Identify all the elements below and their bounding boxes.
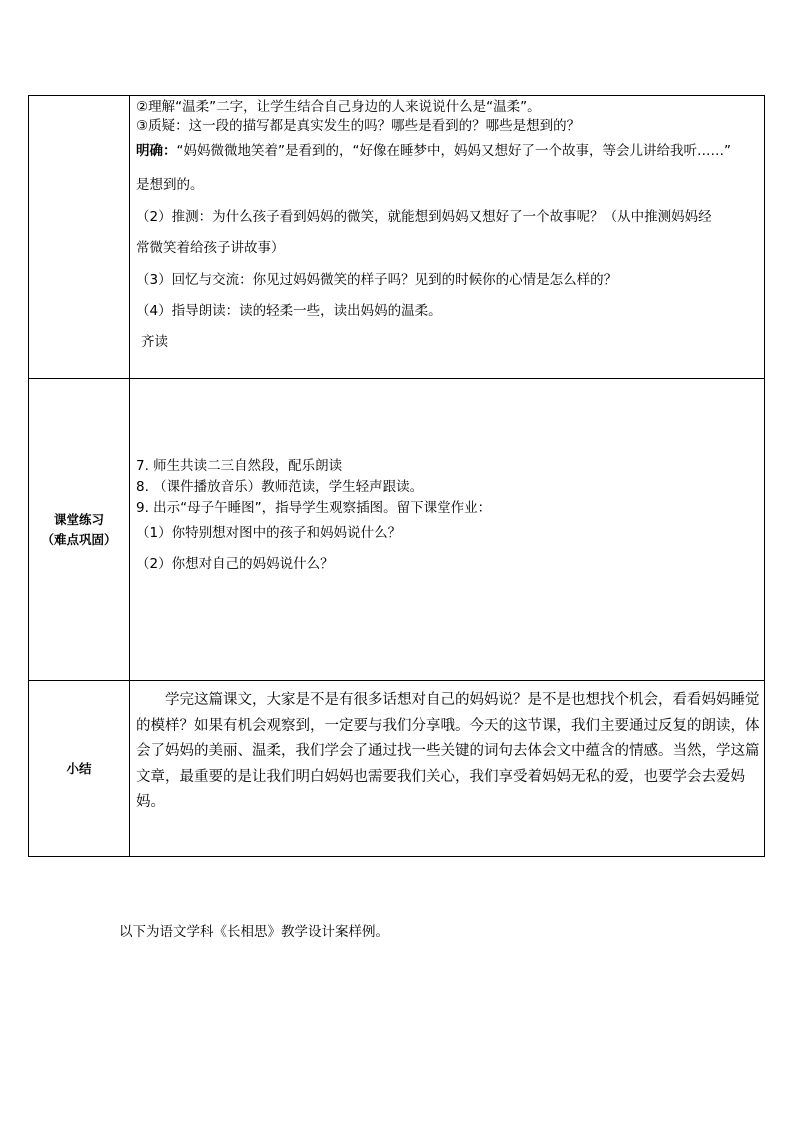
content-line: 是想到的。 xyxy=(136,177,204,193)
row-label: 小结 xyxy=(66,760,92,776)
content-line: 9. 出示“母子午睡图”，指导学生观察插图。留下课堂作业： xyxy=(136,500,492,516)
content-line: 常微笑着给孩子讲故事） xyxy=(136,240,285,256)
row-content-cell xyxy=(130,681,764,856)
content-line-text: “妈妈微微地笑着”是看到的，“好像在睡梦中，妈妈又想好了一个故事，等会儿讲给我听……” xyxy=(176,143,731,159)
row-label: 课堂练习 xyxy=(53,511,104,527)
bold-prefix: 明确： xyxy=(136,143,177,159)
content-line: （1）你特别想对图中的孩子和妈妈说什么？ xyxy=(136,525,402,541)
lesson-plan-table xyxy=(28,95,765,857)
table-row xyxy=(29,96,764,379)
row-label-cell xyxy=(29,96,129,378)
table-row xyxy=(29,681,764,856)
content-line: （2）你想对自己的妈妈说什么？ xyxy=(136,556,334,572)
content-line: 7. 师生共读二三自然段，配乐朗读 xyxy=(136,458,343,474)
row-label-cell xyxy=(29,379,129,680)
row-label-sub: （难点巩固） xyxy=(41,531,117,547)
row-content-cell xyxy=(130,379,764,680)
content-line: ③质疑：这一段的描写都是真实发生的吗？哪些是看到的？哪些是想到的？ xyxy=(136,118,581,134)
footer-note: 以下为语文学科《长相思》教学设计案样例。 xyxy=(119,924,389,940)
row-content-cell xyxy=(130,96,764,378)
content-line: （2）推测：为什么孩子看到妈妈的微笑，就能想到妈妈又想好了一个故事呢？（从中推测妈妈经 xyxy=(136,209,712,225)
content-line: （4）指导朗读：读的轻柔一些，读出妈妈的温柔。 xyxy=(136,303,442,319)
content-line: 齐读 xyxy=(141,334,168,350)
content-line: 8. （课件播放音乐）教师范读，学生轻声跟读。 xyxy=(136,479,424,495)
content-line xyxy=(136,142,731,160)
table-row xyxy=(29,379,764,681)
content-line: ②理解“温柔”二字，让学生结合自己身边的人来说说什么是“温柔”。 xyxy=(136,99,541,115)
content-line: （3）回忆与交流：你见过妈妈微笑的样子吗？见到的时候你的心情是怎么样的？ xyxy=(136,272,618,288)
row-label-cell xyxy=(29,681,129,856)
summary-paragraph: 学完这篇课文，大家是不是有很多话想对自己的妈妈说？是不是也想找个机会，看看妈妈睡觉的模样？如果有机会观察到，一定要与我们分享哦。今天的这节课，我们主要通过反复的朗读，体会了妈妈的美丽、温柔，我们学会了通过找一些关键的词句去体会文中蕴含的情感。当然，学这篇文章，最重要的是让我们明白妈妈也需要我们关心，我们享受着妈妈无私的爱，也要学会去爱妈妈。 xyxy=(136,692,760,810)
